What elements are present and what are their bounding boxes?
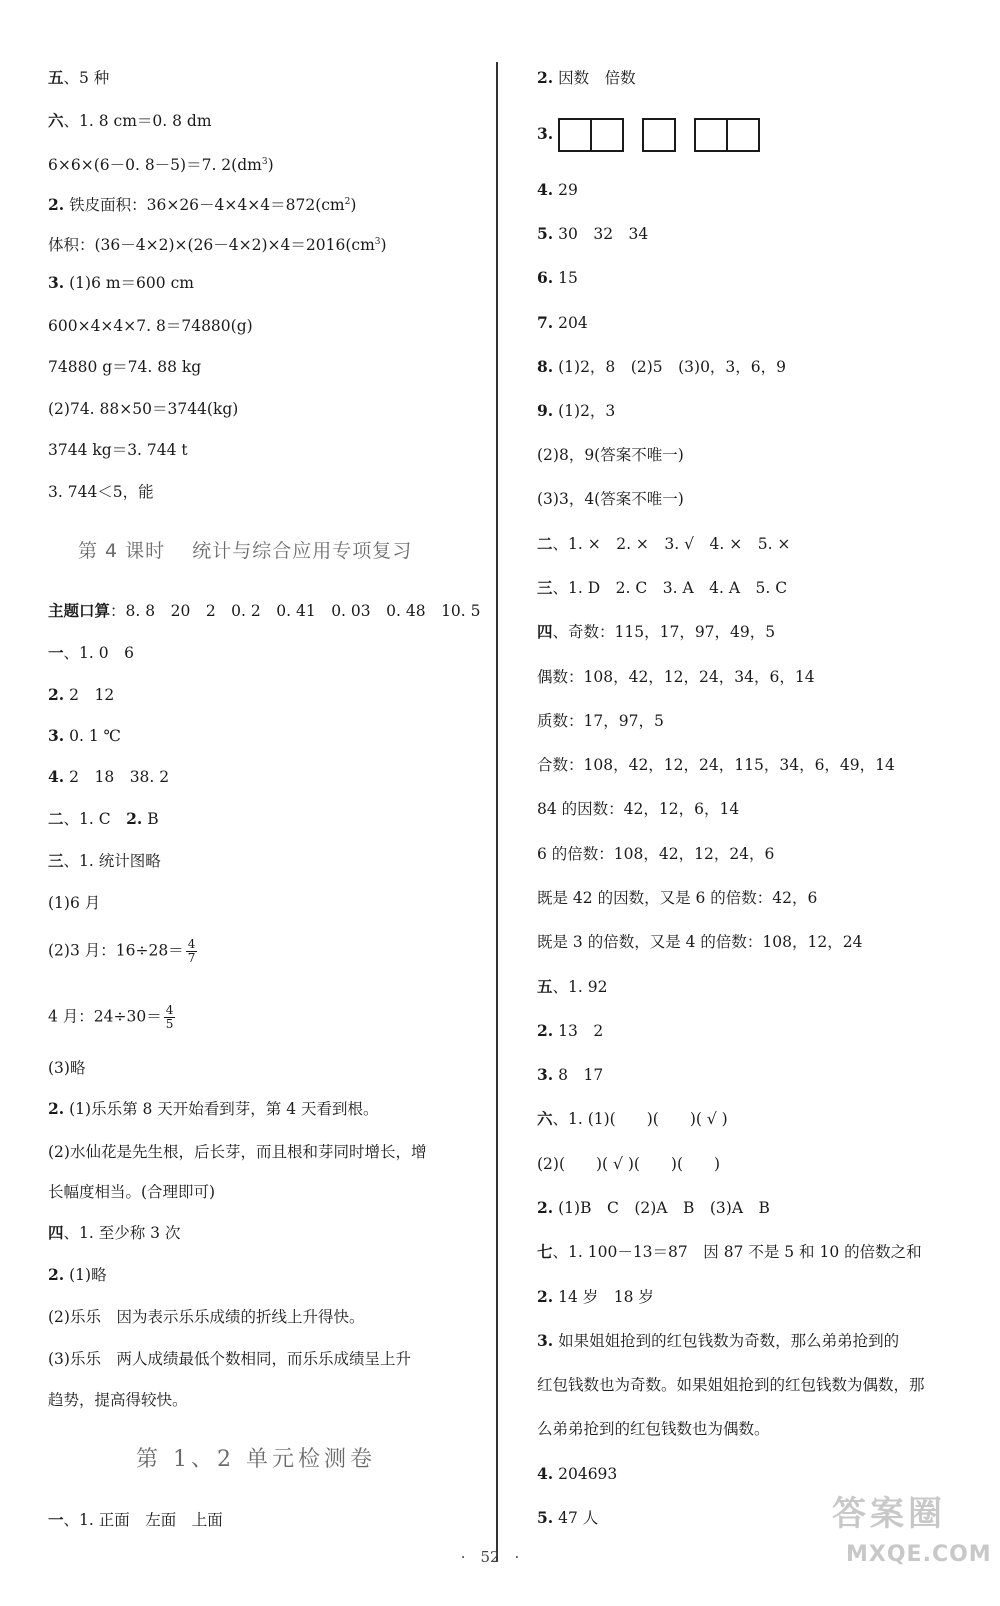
answer-line: 4. 2 18 38. 2 bbox=[48, 767, 170, 786]
answer-line: 五、1. 92 bbox=[537, 977, 608, 996]
watermark-text: 答案圈 bbox=[832, 1494, 946, 1534]
answer-line: 偶数：108，42，12，24，34，6，14 bbox=[537, 668, 815, 686]
section-heading: 第 4 课时 统计与综合应用专项复习 bbox=[78, 540, 413, 562]
answer-line: 5. 47 人 bbox=[537, 1508, 599, 1527]
answer-line: 趋势，提高得较快。 bbox=[48, 1391, 188, 1409]
answer-line: (2)水仙花是先生根，后长芽，而且根和芽同时增长，增 bbox=[48, 1143, 427, 1161]
watermark-logo bbox=[832, 1486, 992, 1576]
answer-line: 2. 13 2 bbox=[537, 1021, 604, 1040]
answer-line: 长幅度相当。(合理即可) bbox=[48, 1183, 216, 1201]
answer-line: 质数：17，97，5 bbox=[537, 712, 664, 730]
answer-line: (3)略 bbox=[48, 1059, 86, 1077]
answer-line: 合数：108，42，12，24，115，34，6，49，14 bbox=[537, 756, 895, 774]
answer-line: 4. 204693 bbox=[537, 1464, 618, 1483]
answer-line: (2)( )( √ )( )( ) bbox=[537, 1155, 721, 1173]
answer-line: 五、5 种 bbox=[48, 68, 110, 87]
answer-line: 2. (1)B C (2)A B (3)A B bbox=[537, 1198, 770, 1217]
answer-line: 2. (1)乐乐第 8 天开始看到芽，第 4 天看到根。 bbox=[48, 1099, 379, 1118]
answer-boxes bbox=[558, 118, 624, 152]
answer-line: (2)乐乐 因为表示乐乐成绩的折线上升得快。 bbox=[48, 1308, 365, 1326]
answer-line: 三、1. 统计图略 bbox=[48, 851, 161, 870]
answer-line: 7. 204 bbox=[537, 313, 588, 332]
page-number: · 52 · bbox=[460, 1548, 520, 1566]
answer-line: 2. (1)略 bbox=[48, 1265, 107, 1284]
answer-line: 六、1. 8 cm＝0. 8 dm bbox=[48, 111, 212, 130]
answer-line: 四、奇数：115，17，97，49，5 bbox=[537, 622, 776, 641]
answer-line: (2)74. 88×50＝3744(kg) bbox=[48, 400, 239, 418]
answer-line: 6×6×(6－0. 8－5)＝7. $2(dm^3)$ bbox=[48, 156, 274, 175]
answer-box bbox=[694, 118, 728, 152]
answer-line: 体积：$(36-4\times 2)\times(26-4\times 2)\times 4=2016(cm^3)$ bbox=[48, 236, 387, 255]
answer-line: (2)8，9(答案不唯一) bbox=[537, 446, 684, 464]
answer-box bbox=[728, 118, 760, 152]
answer-line: 3. 8 17 bbox=[537, 1065, 604, 1084]
answer-line: 84 的因数：42，12，6，14 bbox=[537, 800, 740, 818]
answer-box bbox=[558, 118, 592, 152]
answer-line: (3)乐乐 两人成绩最低个数相同，而乐乐成绩呈上升 bbox=[48, 1350, 411, 1368]
answer-line: 3. 744＜5，能 bbox=[48, 483, 154, 501]
answer-line: 4 月：24÷30＝ $\frac{4}{5}$ bbox=[48, 1003, 174, 1031]
answer-line: 3. bbox=[537, 118, 760, 152]
answer-line: 六、1. (1)( )( )( √ ) bbox=[537, 1109, 728, 1128]
answer-line: 3. 0. 1 ℃ bbox=[48, 726, 121, 745]
answer-line: 600×4×4×7. 8＝74880(g) bbox=[48, 317, 253, 335]
answer-boxes bbox=[694, 118, 760, 152]
answer-line: 8. (1)2，8 (2)5 (3)0，3，6，9 bbox=[537, 357, 787, 376]
section-heading: 第 1、2 单元检测卷 bbox=[136, 1447, 376, 1472]
answer-line: 6 的倍数：108，42，12，24，6 bbox=[537, 845, 775, 863]
answer-line: 红包钱数也为奇数。如果姐姐抢到的红包钱数为偶数，那 bbox=[537, 1376, 925, 1394]
answer-line: 9. (1)2，3 bbox=[537, 401, 616, 420]
answer-line: 6. 15 bbox=[537, 268, 578, 287]
answer-line: 4. 29 bbox=[537, 180, 578, 199]
answer-line: 既是 3 的倍数，又是 4 的倍数：108，12，24 bbox=[537, 933, 863, 951]
answer-boxes bbox=[642, 118, 676, 152]
answer-line: 既是 42 的因数，又是 6 的倍数：42，6 bbox=[537, 889, 818, 907]
answer-line: 2. 14 岁 18 岁 bbox=[537, 1287, 654, 1306]
answer-box bbox=[642, 118, 676, 152]
answer-line: (1)6 月 bbox=[48, 894, 101, 912]
answer-line: 3. 如果姐姐抢到的红包钱数为奇数，那么弟弟抢到的 bbox=[537, 1331, 900, 1350]
answer-line: 2. 因数 倍数 bbox=[537, 68, 636, 87]
answer-line: 二、1. × 2. × 3. √ 4. × 5. × bbox=[537, 534, 791, 553]
answer-line: 74880 g＝74. 88 kg bbox=[48, 358, 202, 376]
answer-line: 三、1. D 2. C 3. A 4. A 5. C bbox=[537, 578, 788, 597]
answer-line: 一、1. 0 6 bbox=[48, 643, 134, 662]
answer-line: (2)3 月：16÷28＝ $\frac{4}{7}$ bbox=[48, 937, 196, 965]
answer-line: 四、1. 至少称 3 次 bbox=[48, 1223, 181, 1242]
answer-line: 么弟弟抢到的红包钱数也为偶数。 bbox=[537, 1420, 770, 1438]
answer-line: 2. 铁皮面积：$36\times 26-4\times 4\times 4=872(cm^2)$ bbox=[48, 195, 357, 215]
watermark-url: MXQE.COM bbox=[846, 1542, 992, 1567]
fraction: $\frac{4}{5}$ bbox=[165, 1003, 174, 1031]
answer-line: 二、1. C 2. B bbox=[48, 809, 159, 828]
answer-line: 3744 kg＝3. 744 t bbox=[48, 441, 188, 459]
column-divider bbox=[496, 62, 498, 1562]
answer-line: 3. (1)6 m＝600 cm bbox=[48, 273, 194, 292]
answer-line: (3)3，4(答案不唯一) bbox=[537, 490, 684, 508]
answer-line: 七、1. 100－13＝87 因 87 不是 5 和 10 的倍数之和 bbox=[537, 1242, 922, 1261]
answer-box bbox=[592, 118, 624, 152]
answer-line: 主题口算：8. 8 20 2 0. 2 0. 41 0. 03 0. 48 10. 5 bbox=[48, 601, 481, 620]
answer-line: 一、1. 正面 左面 上面 bbox=[48, 1510, 223, 1529]
answer-line: 2. 2 12 bbox=[48, 685, 115, 704]
fraction: $\frac{4}{7}$ bbox=[187, 937, 196, 965]
answer-line: 5. 30 32 34 bbox=[537, 224, 649, 243]
